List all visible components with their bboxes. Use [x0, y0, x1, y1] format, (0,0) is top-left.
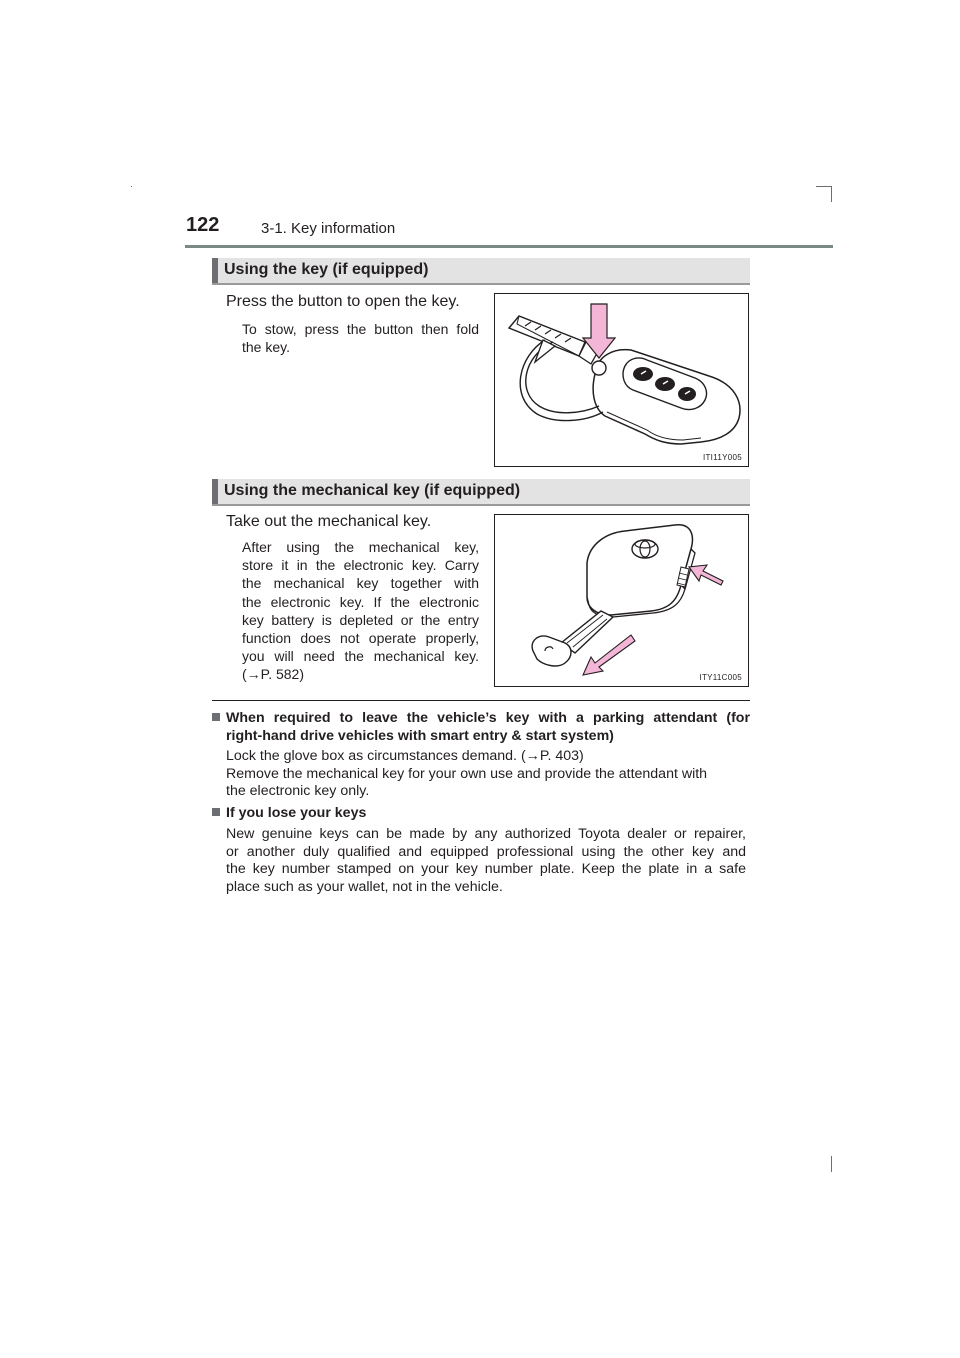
- page-number: 122: [186, 214, 220, 236]
- section-separator: [212, 700, 750, 701]
- heading-accent-bar: [212, 479, 218, 504]
- mechanical-key-illustration: [495, 515, 748, 686]
- info-body-line: New genuine keys can be made by any authorized Toyota dealer or repairer,: [226, 826, 746, 842]
- note-line: store it in the electronic key. Carry: [242, 557, 479, 574]
- crop-mark-top-right-h: [816, 186, 832, 187]
- info-heading-line: right-hand drive vehicles with smart entry & start system): [226, 727, 614, 744]
- info-body: [226, 748, 746, 801]
- section-heading-band: [212, 479, 750, 506]
- figure-mechanical-key: [494, 514, 749, 687]
- note-line: key battery is depleted or the entry: [242, 611, 479, 628]
- note-line: the mechanical key together with: [242, 575, 479, 592]
- step-note: [242, 320, 479, 356]
- info-heading: [212, 805, 366, 823]
- running-section-title: 3-1. Key information: [261, 220, 396, 237]
- info-heading-line: If you lose your keys: [226, 805, 367, 821]
- info-body-line: the key number stamped on your key number plate. Keep the plate in a safe: [226, 861, 746, 877]
- note-line: the key.: [242, 339, 290, 356]
- info-body-line: Lock the glove box as circumstances demand. (→P. 403): [226, 748, 584, 764]
- note-line: the electronic key. If the electronic: [242, 593, 479, 610]
- info-body-line: the electronic key only.: [226, 783, 370, 799]
- crop-mark-bottom-right: [831, 1156, 832, 1172]
- info-heading-line: When required to leave the vehicle’s key with a parking attendant (for: [226, 710, 750, 726]
- bullet-square-icon: [212, 713, 220, 721]
- note-line: After using the mechanical key,: [242, 539, 479, 555]
- note-line: function does not operate properly,: [242, 630, 479, 647]
- note-line: To stow, press the button then fold: [242, 321, 479, 337]
- info-body: [226, 826, 746, 896]
- step-instruction: Press the button to open the key.: [226, 293, 460, 310]
- heading-accent-bar: [212, 258, 218, 283]
- figure-folding-key: [494, 293, 749, 467]
- bullet-square-icon: [212, 808, 220, 816]
- note-line: you will need the mechanical key.: [242, 648, 479, 665]
- folding-key-illustration: [495, 294, 748, 466]
- note-line: (→P. 582): [242, 666, 304, 683]
- info-body-line: place such as your wallet, not in the vehicle.: [226, 878, 503, 895]
- header-rule: [185, 245, 833, 248]
- step-note: [242, 538, 479, 684]
- crop-mark-top-right-v: [831, 186, 832, 202]
- figure-code: ITI11Y005: [702, 453, 742, 462]
- section-heading: Using the key (if equipped): [224, 261, 429, 278]
- info-body-line: or another duly qualified and equipped professional using the other key and: [226, 843, 746, 860]
- step-instruction: Take out the mechanical key.: [226, 513, 432, 530]
- info-heading: [212, 710, 750, 745]
- info-body-line: Remove the mechanical key for your own use and provide the attendant with: [226, 765, 708, 782]
- section-heading: Using the mechanical key (if equipped): [224, 482, 521, 499]
- section-heading-band: [212, 258, 750, 285]
- figure-code: ITY11C005: [699, 673, 742, 682]
- crop-mark-top-left: [131, 186, 132, 187]
